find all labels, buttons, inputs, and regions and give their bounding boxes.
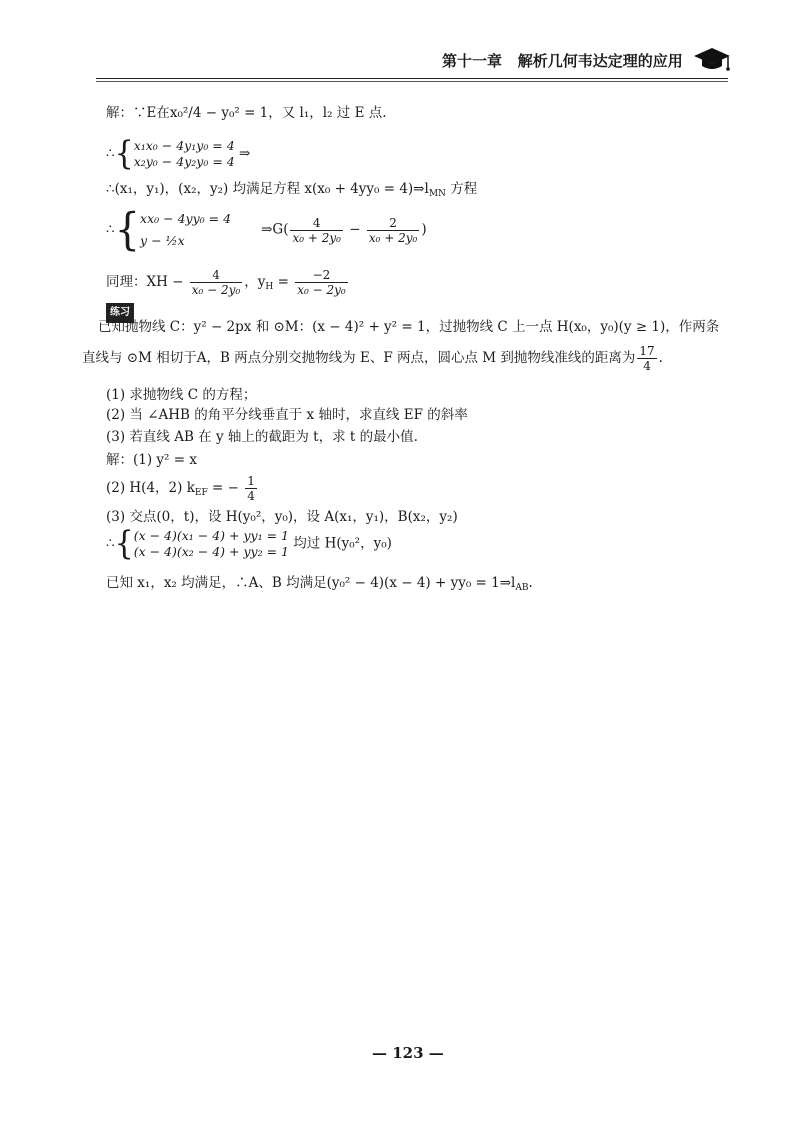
graduation-cap-icon [692, 44, 732, 74]
fraction: $\frac{4}{\text{x₀ + 2y₀}}$ [292, 215, 341, 245]
system-2: ∴{xx₀ − 4yy₀ = 4 y − ½x ⇒G( $\frac{4}{\text{x₀ + 2y₀}}$ − $\frac{2}{\text{x₀ + 2y₀}}$ ) [106, 204, 427, 256]
fraction: $\frac{2}{\text{x₀ + 2y₀}}$ [368, 215, 418, 245]
header-rule [96, 78, 728, 79]
solution-line-1: 解：∵E在x₀²/4 − y₀² = 1，又 l₁，l₂ 过 E 点. [106, 105, 387, 121]
answer-2: (2) H(4，2) $k_{EF}$ = − $\frac{1}{4}$ [106, 474, 255, 503]
exercise-badge: 练习 [106, 302, 134, 323]
problem-line-1: 已知抛物线 C：y² − 2px 和 ⊙M：(x − 4)² + y² = 1，过抛物线 C 上一点 H(x₀，y₀)(y ≥ 1)，作两条 [98, 319, 720, 335]
fraction: $\frac{-2}{\text{x₀ − 2y₀}}$ [297, 268, 346, 297]
question-3: (3) 若直线 AB 在 y 轴上的截距为 t，求 t 的最小值. [106, 429, 418, 445]
page-number: — 123 — [372, 1044, 444, 1062]
system-3: ∴{(x − 4)(x₁ − 4) + yy₁ = 1 (x − 4)(x₂ − 4) + yy₂ = 1 均过 H(y₀²，y₀) [106, 524, 392, 563]
solution-line-3: ∴(x₁，y₁)，(x₂，y₂) 均满足方程 $x(x_0 + 4yy_0 = 4)\Rightarrow l_{MN}$ 方程 [106, 181, 478, 199]
problem-line-2: 直线与 ⊙M 相切于A，B 两点分别交抛物线为 E、F 两点，圆心点 M 到抛物线准线的距离为 $\frac{17}{4}$ . [82, 344, 663, 373]
chapter-label: 第十一章 [442, 52, 503, 70]
solution-line-5: 同理：XH − $\frac{4}{\text{x₀ − 2y₀}}$ ，$y_H$ = $\frac{-2}{\text{x₀ − 2y₀}}$ [106, 268, 346, 297]
fraction: $\frac{1}{4}$ [247, 474, 255, 503]
chapter-title: 解析几何韦达定理的应用 [517, 52, 683, 70]
answer-1: 解：(1) y² = x [106, 452, 197, 468]
answer-3: (3) 交点(0，t)，设 H(y₀²，y₀)，设 A(x₁，y₁)，B(x₂，y₂) [106, 509, 458, 525]
header-text [442, 50, 683, 71]
page-header [430, 44, 730, 76]
header-rule-thin [96, 81, 728, 82]
question-2: (2) 当 ∠AHB 的角平分线垂直于 x 轴时，求直线 EF 的斜率 [106, 407, 468, 423]
system-1: ∴{x₁x₀ − 4y₁y₀ = 4 x₂y₀ − 4y₂y₀ = 4 ⇒ [106, 134, 251, 173]
fraction: $\frac{4}{\text{x₀ − 2y₀}}$ [191, 268, 241, 297]
question-1: (1) 求抛物线 C 的方程； [106, 387, 257, 403]
fraction: $\frac{17}{4}$ [639, 344, 655, 373]
answer-4: 已知 x₁，x₂ 均满足，∴A、B 均满足$(y_0^2 - 4)(x - 4) + yy_0 = 1\Rightarrow l_{AB}$. [106, 575, 533, 593]
